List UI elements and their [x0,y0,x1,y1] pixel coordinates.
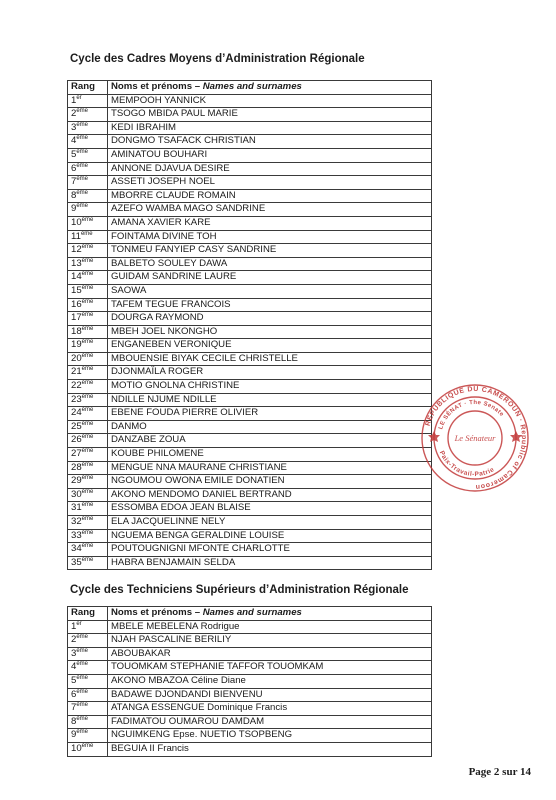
table-row [68,529,432,543]
rank-cell: 5ème [68,674,108,688]
rank-cell: 22ème [68,380,108,394]
svg-text:LE SÉNAT · The Senate [438,400,505,430]
table-techniciens-superieurs [67,606,432,757]
table-row [68,189,432,203]
table-row [68,312,432,326]
rank-cell: 1er [68,620,108,634]
name-cell: NGUEMA BENGA GERALDINE LOUISE [108,529,432,543]
rank-cell: 20ème [68,352,108,366]
section-title-cadres-moyens: Cycle des Cadres Moyens d’Administration Régionale [70,53,365,65]
table-row [68,461,432,475]
name-cell: ELA JACQUELINNE NELY [108,516,432,530]
table-row [68,271,432,285]
name-cell: AZEFO WAMBA MAGO SANDRINE [108,203,432,217]
page-number: Page 2 sur 14 [468,766,531,778]
table-row [68,556,432,570]
table-row [68,257,432,271]
rank-cell: 18ème [68,325,108,339]
table-row [68,502,432,516]
table-row [68,339,432,353]
rank-cell: 8ème [68,189,108,203]
name-cell: ATANGA ESSENGUE Dominique Francis [108,702,432,716]
name-cell: MEMPOOH YANNICK [108,94,432,108]
rank-cell: 2ème [68,634,108,648]
stamp-outer-text: RÉPUBLIQUE DU CAMEROUN · Republic of Cameroon [424,385,528,491]
table-row [68,325,432,339]
table-row [68,715,432,729]
name-cell: MBORRE CLAUDE ROMAIN [108,189,432,203]
table-row [68,702,432,716]
name-cell: NGOUMOU OWONA EMILE DONATIEN [108,475,432,489]
table-row [68,543,432,557]
table-row [68,108,432,122]
rank-cell: 4ème [68,135,108,149]
table-cadres-moyens [67,80,432,570]
table-row [68,298,432,312]
rank-cell: 15ème [68,284,108,298]
name-cell: FADIMATOU OUMAROU DAMDAM [108,715,432,729]
name-cell: MBEH JOEL NKONGHO [108,325,432,339]
name-cell: TAFEM TEGUE FRANCOIS [108,298,432,312]
rank-cell: 8ème [68,715,108,729]
table-row [68,688,432,702]
rank-cell: 16ème [68,298,108,312]
name-cell: TONMEU FANYIEP CASY SANDRINE [108,244,432,258]
rank-cell: 14ème [68,271,108,285]
rank-cell: 29ème [68,475,108,489]
table-row [68,94,432,108]
rank-cell: 5ème [68,148,108,162]
name-cell: DONGMO TSAFACK CHRISTIAN [108,135,432,149]
table-row [68,230,432,244]
name-cell: SAOWA [108,284,432,298]
name-cell: KEDI IBRAHIM [108,121,432,135]
table-row [68,420,432,434]
rank-cell: 11ème [68,230,108,244]
rank-cell: 9ème [68,729,108,743]
rank-cell: 24ème [68,407,108,421]
names-header: Noms et prénoms – Names and surnames [108,81,432,95]
name-cell: KOUBE PHILOMENE [108,448,432,462]
table-row [68,135,432,149]
rank-cell: 25ème [68,420,108,434]
table-row [68,393,432,407]
table-row [68,284,432,298]
name-cell: DANMO [108,420,432,434]
name-cell: GUIDAM SANDRINE LAURE [108,271,432,285]
rank-cell: 23ème [68,393,108,407]
rank-cell: 30ème [68,488,108,502]
table-row [68,380,432,394]
rank-cell: 32ème [68,516,108,530]
name-cell: ANNONE DJAVUA DESIRE [108,162,432,176]
table-row [68,203,432,217]
rank-cell: 7ème [68,176,108,190]
table-row [68,742,432,756]
rank-cell: 34ème [68,543,108,557]
stamp-center-text: Le Sénateur [454,433,496,443]
rank-cell: 6ème [68,162,108,176]
rank-cell: 1er [68,94,108,108]
name-cell: TOUOMKAM STEPHANIE TAFFOR TOUOMKAM [108,661,432,675]
table-header-row [68,81,432,95]
rank-cell: 10ème [68,742,108,756]
name-cell: MBELE MEBELENA Rodrigue [108,620,432,634]
table-row [68,366,432,380]
name-cell: HABRA BENJAMAIN SELDA [108,556,432,570]
rank-cell: 19ème [68,339,108,353]
rank-cell: 3ème [68,647,108,661]
name-cell: AMANA XAVIER KARE [108,216,432,230]
rank-cell: 4ème [68,661,108,675]
stamp-inner-text: LE SÉNAT · The Senate [438,399,505,431]
rank-cell: 35ème [68,556,108,570]
rank-cell: 28ème [68,461,108,475]
table-row [68,407,432,421]
rank-cell: 31ème [68,502,108,516]
table-row [68,352,432,366]
name-cell: FOINTAMA DIVINE TOH [108,230,432,244]
name-cell: POUTOUGNIGNI MFONTE CHARLOTTE [108,543,432,557]
rank-cell: 10ème [68,216,108,230]
table-row [68,448,432,462]
rank-cell: 12ème [68,244,108,258]
name-cell: TSOGO MBIDA PAUL MARIE [108,108,432,122]
name-cell: BADAWE DJONDANDI BIENVENU [108,688,432,702]
name-cell: MOTIO GNOLNA CHRISTINE [108,380,432,394]
table-row [68,516,432,530]
table-row [68,244,432,258]
table-header-row [68,607,432,621]
rank-cell: 17ème [68,312,108,326]
name-cell: ENGANEBEN VERONIQUE [108,339,432,353]
name-cell: ESSOMBA EDOA JEAN BLAISE [108,502,432,516]
name-cell: NDILLE NJUME NDILLE [108,393,432,407]
rank-cell: 6ème [68,688,108,702]
rank-cell: 33ème [68,529,108,543]
rank-cell: 2ème [68,108,108,122]
section-title-techniciens-superieurs: Cycle des Techniciens Supérieurs d’Administration Régionale [70,584,409,596]
name-cell: NJAH PASCALINE BERILIY [108,634,432,648]
name-cell: ASSETI JOSEPH NOEL [108,176,432,190]
rank-cell: 27ème [68,448,108,462]
table-row [68,674,432,688]
name-cell: AMINATOU BOUHARI [108,148,432,162]
name-cell: EBENE FOUDA PIERRE OLIVIER [108,407,432,421]
names-header: Noms et prénoms – Names and surnames [108,607,432,621]
name-cell: AKONO MENDOMO DANIEL BERTRAND [108,488,432,502]
rank-cell: 13ème [68,257,108,271]
senate-stamp [420,383,530,493]
table-row [68,729,432,743]
table-row [68,475,432,489]
name-cell: MBOUENSIE BIYAK CECILE CHRISTELLE [108,352,432,366]
name-cell: AKONO MBAZOA Céline Diane [108,674,432,688]
rank-cell: 26ème [68,434,108,448]
rank-cell: 9ème [68,203,108,217]
rank-cell: 3ème [68,121,108,135]
rank-header: Rang [68,607,108,621]
table-row [68,216,432,230]
table-row [68,176,432,190]
table-row [68,434,432,448]
rank-cell: 7ème [68,702,108,716]
table-row [68,148,432,162]
rank-cell: 21ème [68,366,108,380]
name-cell: DJONMAÏLA ROGER [108,366,432,380]
table-row [68,620,432,634]
table-row [68,162,432,176]
table-row [68,121,432,135]
table-row [68,647,432,661]
table-row [68,661,432,675]
name-cell: DANZABE ZOUA [108,434,432,448]
rank-header: Rang [68,81,108,95]
stamp-lower-text: Paix-Travail-Patrie [437,449,496,479]
name-cell: DOURGA RAYMOND [108,312,432,326]
name-cell: NGUIMKENG Epse. NUETIO TSOPBENG [108,729,432,743]
name-cell: MENGUE NNA MAURANE CHRISTIANE [108,461,432,475]
name-cell: ABOUBAKAR [108,647,432,661]
name-cell: BEGUIA II Francis [108,742,432,756]
table-row [68,634,432,648]
name-cell: BALBETO SOULEY DAWA [108,257,432,271]
table-row [68,488,432,502]
